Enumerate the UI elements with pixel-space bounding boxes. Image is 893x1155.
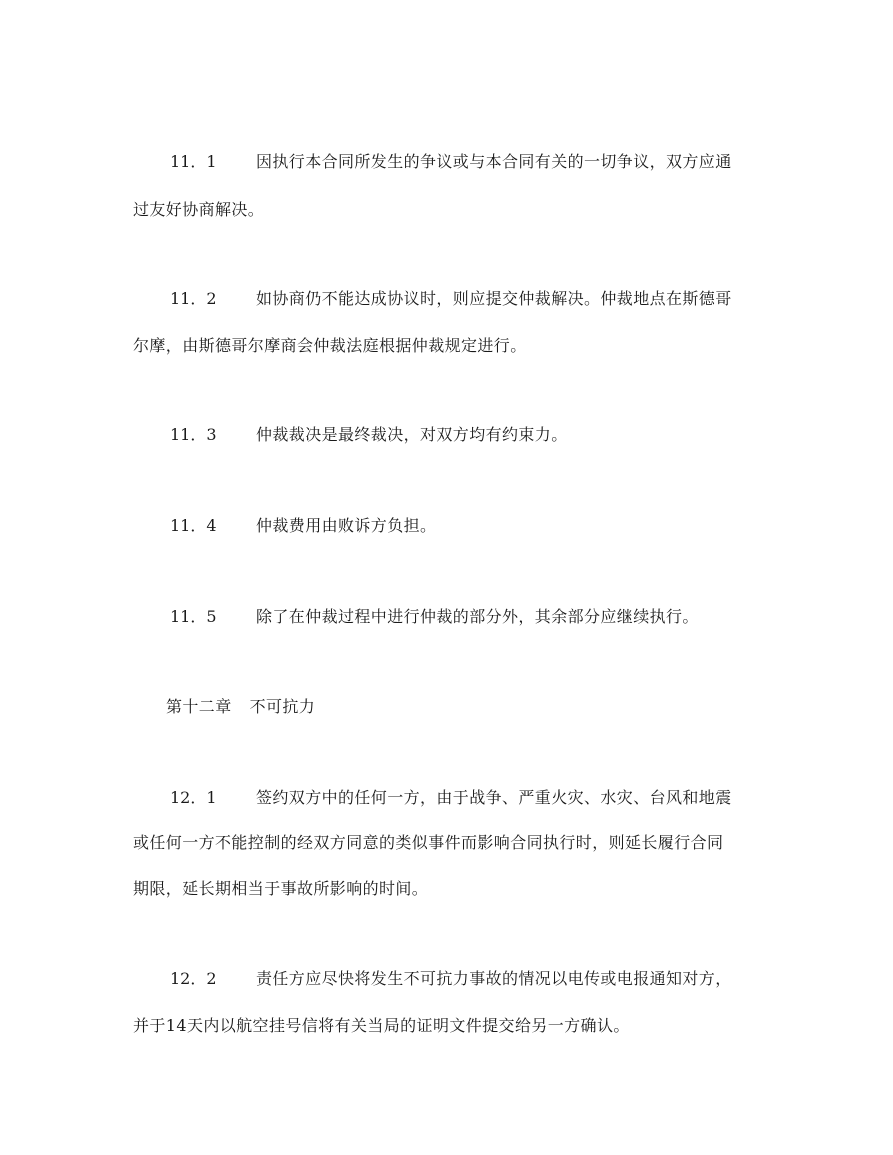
clause-12-1-line-2 bbox=[133, 833, 773, 853]
clause-number: 11．3 bbox=[170, 425, 217, 444]
clause-text: 尔摩，由斯德哥尔摩商会仲裁法庭根据仲裁规定进行。 bbox=[133, 336, 527, 355]
clause-text: 签约双方中的任何一方，由于战争、严重火灾、水灾、台风和地震 bbox=[256, 788, 732, 807]
clause-11-5-line-1 bbox=[170, 607, 810, 627]
clause-number: 11．1 bbox=[170, 152, 217, 171]
clause-text: 或任何一方不能控制的经双方同意的类似事件而影响合同执行时，则延长履行合同 bbox=[133, 833, 724, 852]
clause-text: 如协商仍不能达成协议时，则应提交仲裁解决。仲裁地点在斯德哥 bbox=[256, 289, 732, 308]
clause-number: 11．4 bbox=[170, 516, 217, 535]
clause-number: 11．5 bbox=[170, 607, 217, 626]
chapter-title: 不可抗力 bbox=[249, 697, 316, 716]
clause-text: 因执行本合同所发生的争议或与本合同有关的一切争议，双方应通 bbox=[256, 152, 732, 171]
chapter-heading bbox=[166, 697, 806, 717]
clause-11-2-line-1 bbox=[170, 289, 810, 309]
clause-number: 12．2 bbox=[170, 969, 217, 988]
clause-text: 过友好协商解决。 bbox=[133, 200, 265, 219]
clause-12-2-line-1 bbox=[170, 969, 810, 989]
clause-text: 仲裁费用由败诉方负担。 bbox=[256, 516, 437, 535]
clause-11-4-line-1 bbox=[170, 516, 810, 536]
clause-text: 期限，延长期相当于事故所影响的时间。 bbox=[133, 879, 429, 898]
clause-12-1-line-3 bbox=[133, 879, 773, 899]
clause-text: 除了在仲裁过程中进行仲裁的部分外，其余部分应继续执行。 bbox=[256, 607, 699, 626]
clause-12-2-line-2 bbox=[133, 1016, 773, 1036]
clause-text: 并于14天内以航空挂号信将有关当局的证明文件提交给另一方确认。 bbox=[133, 1016, 630, 1035]
clause-text: 仲裁裁决是最终裁决，对双方均有约束力。 bbox=[256, 425, 568, 444]
clause-number: 12．1 bbox=[170, 788, 217, 807]
clause-11-1-line-1 bbox=[170, 152, 810, 172]
clause-number: 11．2 bbox=[170, 289, 217, 308]
clause-11-2-line-2 bbox=[133, 336, 773, 356]
chapter-label: 第十二章 bbox=[166, 697, 232, 716]
clause-11-3-line-1 bbox=[170, 425, 810, 445]
clause-text: 责任方应尽快将发生不可抗力事故的情况以电传或电报通知对方， bbox=[256, 969, 732, 988]
clause-12-1-line-1 bbox=[170, 788, 810, 808]
clause-11-1-line-2 bbox=[133, 200, 773, 220]
